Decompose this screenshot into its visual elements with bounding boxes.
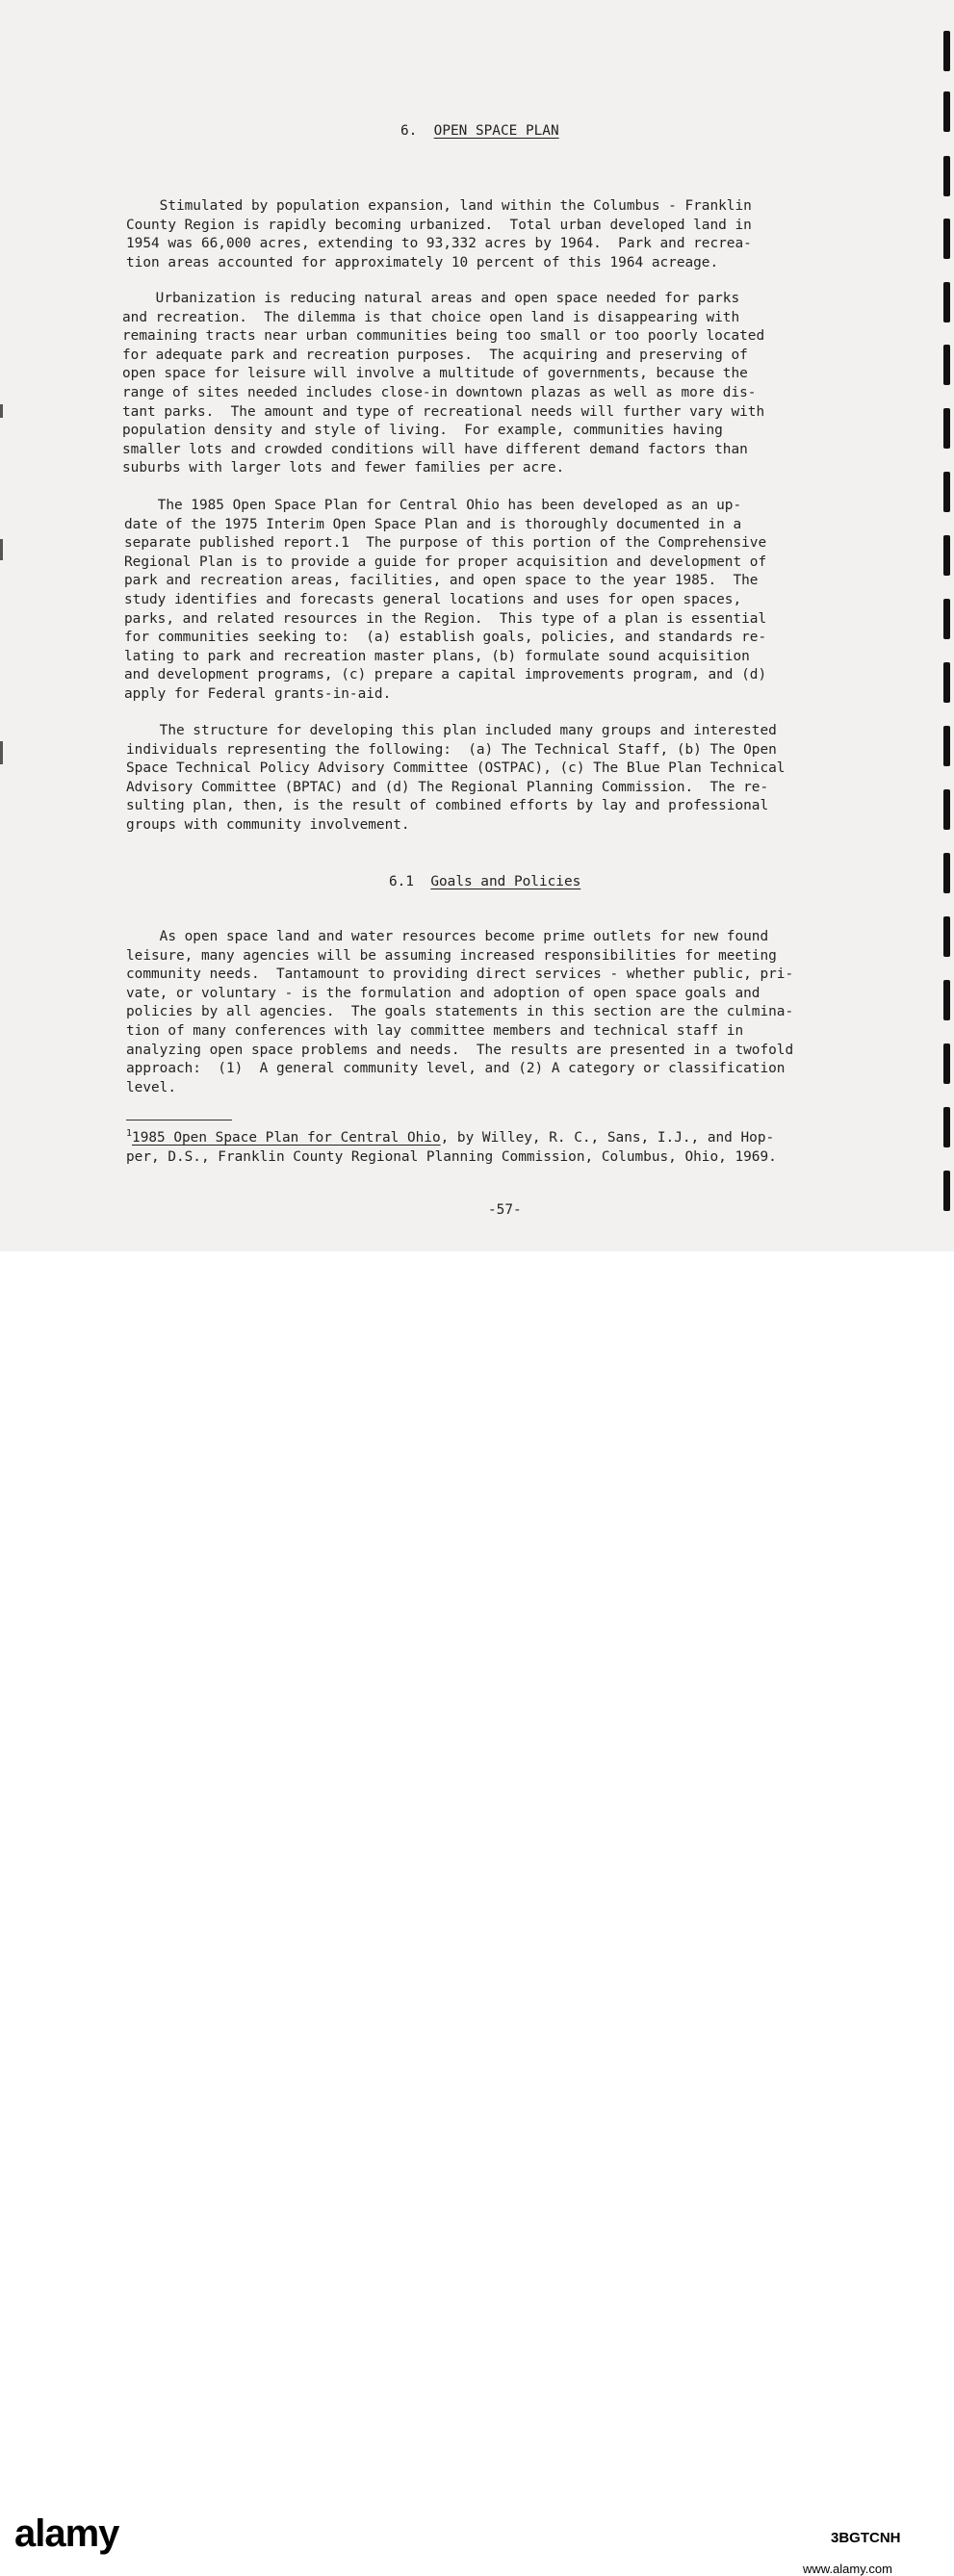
binding-hole (943, 662, 950, 703)
text-line: level. (126, 1079, 176, 1095)
stock-url: www.alamy.com (803, 2562, 892, 2576)
footnote-title-part: 1985 Open Space Plan for (132, 1130, 341, 1146)
text-line: tion areas accounted for approximately 10 percent of this 1964 acreage. (126, 254, 719, 270)
binding-hole (943, 1107, 950, 1147)
text-line: park and recreation areas, facilities, and open space to the year 1985. The (124, 573, 759, 589)
text-line: The 1985 Open Space Plan for Central Ohio has been developed as an up- (124, 498, 742, 513)
text-line: open space for leisure will involve a multitude of governments, because the (122, 366, 748, 382)
text-line: 1954 was 66,000 acres, extending to 93,332 acres by 1964. Park and recrea- (126, 236, 752, 252)
footnote-line-1 (126, 1124, 777, 1148)
section-heading (400, 122, 559, 142)
paragraph-1 (126, 197, 752, 272)
footnote (126, 1124, 777, 1167)
text-line: leisure, many agencies will be assuming increased responsibilities for meeting (126, 947, 777, 964)
binding-hole (943, 91, 950, 132)
section-title: OPEN SPACE PLAN (433, 123, 559, 139)
subsection-heading (389, 873, 580, 892)
text-line: The structure for developing this plan included many groups and interested (126, 723, 777, 738)
paragraph-5 (126, 928, 793, 1097)
stock-footer-bar (0, 1251, 954, 2576)
text-line: for adequate park and recreation purposes. The acquiring and preserving of (122, 347, 748, 363)
binding-hole (943, 282, 950, 322)
text-line: parks, and related resources in the Region. This type of a plan is essential (124, 610, 767, 627)
binding-hole (943, 219, 950, 259)
edge-mark (0, 539, 3, 560)
text-line: As open space land and water resources become prime outlets for new found (126, 929, 769, 944)
text-line: remaining tracts near urban communities being too small or too poorly located (122, 328, 765, 345)
binding-hole (943, 853, 950, 893)
edge-mark (0, 741, 3, 764)
text-line: Stimulated by population expansion, land within the Columbus - Franklin (126, 198, 752, 214)
text-line: vate, or voluntary - is the formulation and adoption of open space goals and (126, 985, 761, 1001)
footnote-title (132, 1130, 441, 1146)
binding-hole (943, 472, 950, 512)
paragraph-4 (126, 722, 785, 836)
page-number: -57- (488, 1202, 522, 1218)
text-line: policies by all agencies. The goals statements in this section are the culmina- (126, 1004, 794, 1020)
text-line: community needs. Tantamount to providing direct services - whether public, pri- (126, 966, 794, 983)
text-line: individuals representing the following: (a) The Technical Staff, (b) The Open (126, 741, 777, 758)
text-line: smaller lots and crowded conditions will have different demand factors than (122, 441, 748, 457)
binding-hole (943, 156, 950, 196)
binding-hole (943, 980, 950, 1020)
text-line: separate published report.1 The purpose of this portion of the Comprehensive (124, 535, 767, 552)
text-line: lating to park and recreation master plans, (b) formulate sound acquisition (124, 648, 750, 664)
text-line: Urbanization is reducing natural areas and open space needed for parks (122, 291, 740, 306)
footnote-text: , by Willey, R. C., Sans, I.J., and Hop- (440, 1130, 775, 1146)
binding-hole (943, 31, 950, 71)
text-line: County Region is rapidly becoming urbanized. Total urban developed land in (126, 217, 752, 233)
subsection-number: 6.1 (389, 874, 414, 889)
binding-hole (943, 726, 950, 766)
binding-hole (943, 599, 950, 639)
paragraph-3 (124, 497, 766, 705)
text-line: Advisory Committee (BPTAC) and (d) The Regional Planning Commission. The re- (126, 779, 769, 795)
text-line: groups with community involvement. (126, 816, 410, 833)
text-line: population density and style of living. For example, communities having (122, 423, 723, 439)
text-line: date of the 1975 Interim Open Space Plan and is thoroughly documented in a (124, 516, 742, 532)
section-number: 6. (400, 123, 418, 139)
document-page (0, 0, 954, 1251)
binding-hole (943, 1171, 950, 1211)
text-line: approach: (1) A general community level, and (2) A category or classification (126, 1061, 786, 1077)
binding-hole (943, 1043, 950, 1084)
text-line: Regional Plan is to provide a guide for proper acquisition and development of (124, 554, 767, 570)
brand-logo: alamy (14, 2512, 119, 2555)
spiral-binding (935, 0, 954, 1251)
binding-hole (943, 789, 950, 830)
text-line: apply for Federal grants-in-aid. (124, 685, 392, 702)
footnote-marker: 1 (126, 1128, 133, 1139)
text-line: sulting plan, then, is the result of combined efforts by lay and professional (126, 798, 769, 814)
binding-hole (943, 916, 950, 957)
binding-hole (943, 345, 950, 385)
footnote-line-2: per, D.S., Franklin County Regional Planning Commission, Columbus, Ohio, 1969. (126, 1148, 777, 1165)
paragraph-2 (122, 290, 764, 478)
subsection-title: Goals and Policies (430, 874, 581, 889)
binding-hole (943, 408, 950, 449)
footnote-title-part: Central Ohio (340, 1130, 441, 1146)
text-line: suburbs with larger lots and fewer families per acre. (122, 460, 565, 477)
text-line: Space Technical Policy Advisory Committee (OSTPAC), (c) The Blue Plan Technical (126, 760, 786, 777)
binding-hole (943, 535, 950, 576)
text-line: range of sites needed includes close-in downtown plazas as well as more dis- (122, 384, 757, 400)
text-line: for communities seeking to: (a) establish goals, policies, and standards re- (124, 630, 767, 646)
text-line: and recreation. The dilemma is that choice open land is disappearing with (122, 309, 740, 325)
text-line: tion of many conferences with lay committee members and technical staff in (126, 1022, 744, 1039)
image-id: 3BGTCNH (831, 2530, 901, 2546)
text-line: and development programs, (c) prepare a capital improvements program, and (d) (124, 667, 767, 683)
footnote-rule (126, 1120, 232, 1121)
text-line: study identifies and forecasts general locations and uses for open spaces, (124, 591, 742, 607)
edge-mark (0, 404, 3, 418)
text-line: analyzing open space problems and needs. The results are presented in a twofold (126, 1042, 794, 1058)
text-line: tant parks. The amount and type of recreational needs will further vary with (122, 403, 765, 420)
